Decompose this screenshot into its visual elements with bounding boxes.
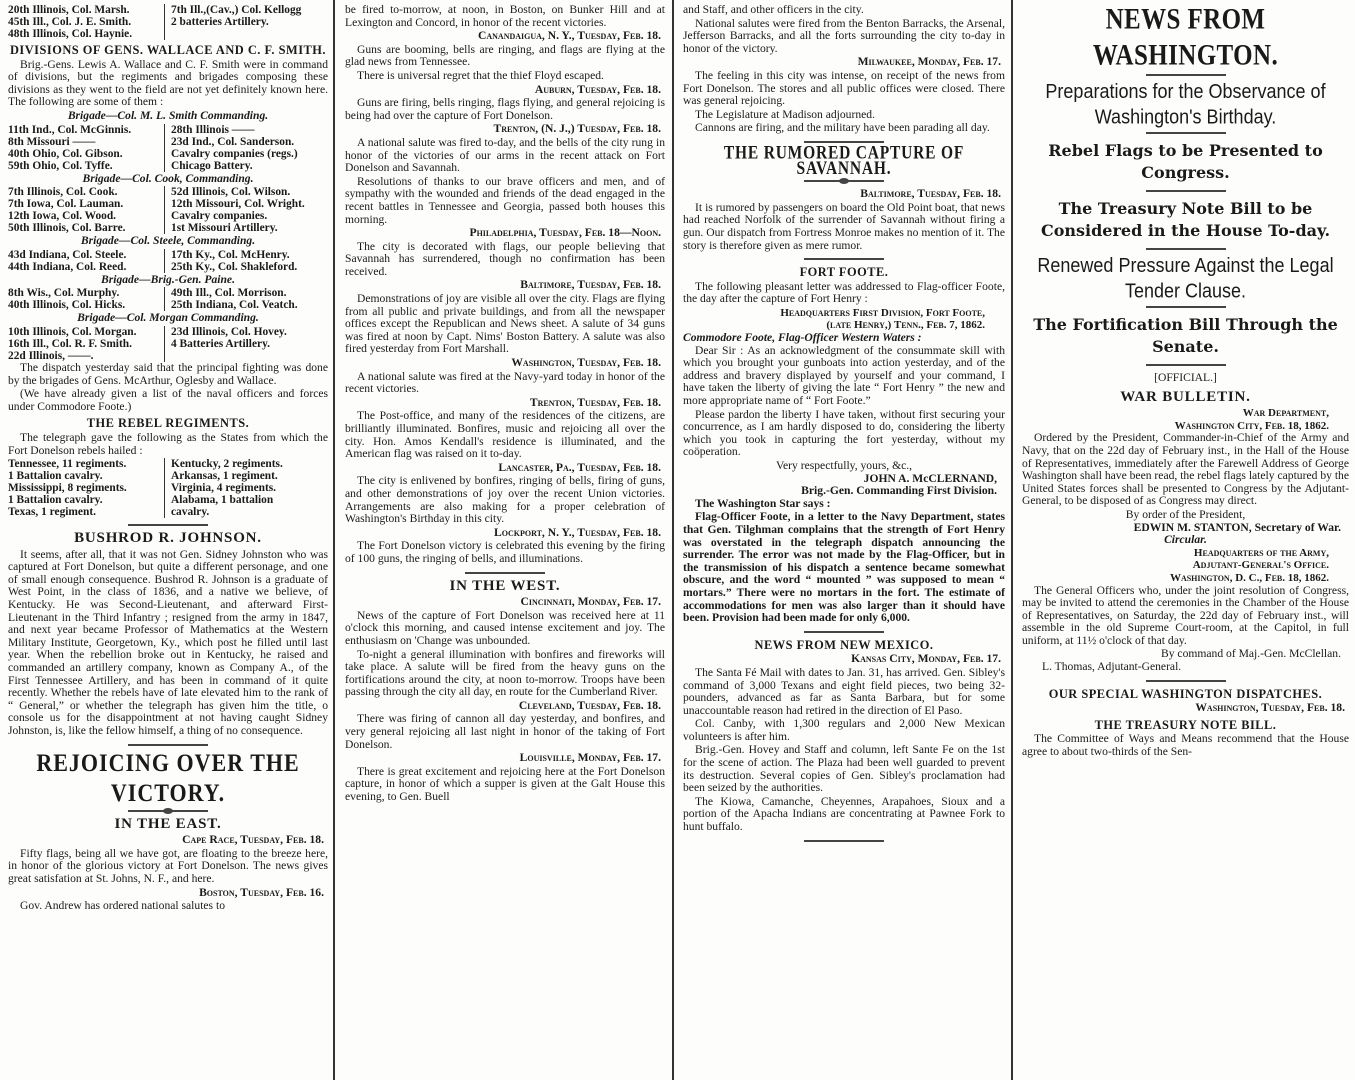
article-headline: FORT FOOTE.: [799, 265, 889, 280]
article-paragraph: The General Officers who, under the joint resolution of Congress, may be invited to attend the ceremonies in the Chamber of the House of Representatives, on Saturday, the 22d day of February inst., will assemble in the old Supreme Court-room, at the Capitol, in full uniform, at 11½ o'clock of that day.: [1022, 583, 1349, 647]
section-heading: WAR BULLETIN.: [1120, 388, 1251, 405]
regiment-list: [8, 326, 328, 362]
circular-command: By command of Maj.-Gen. McClellan.: [1161, 647, 1341, 661]
article-paragraph: The Washington Star says :: [695, 496, 831, 510]
article-paragraph: The telegraph gave the following as the States from which the Fort Donelson rebels hailed :: [8, 430, 328, 457]
regiment-entry: 25th Ky., Col. Shakleford.: [171, 260, 298, 273]
dateline: Boston, Tuesday, Feb. 16.: [199, 885, 324, 899]
regiment-entry: 7th Iowa, Col. Lauman.: [8, 198, 124, 211]
article-paragraph: To-night a general illumination with bonfires and fireworks will take place. A salute will be fired from the heavy guns on the fortifications around the city, at noon to-morrow. Troops have been passing through the city all day, en route for the Cumberland River.: [345, 647, 665, 699]
dateline: Kansas City, Monday, Feb. 17.: [851, 652, 1001, 666]
regiment-entry: 28th Illinois ——: [171, 123, 255, 136]
brigade-heading: Brigade—Col. M. L. Smith Commanding.: [67, 108, 269, 122]
dateline: Milwaukee, Monday, Feb. 17.: [857, 55, 1001, 69]
regiment-entry: 49th Ill., Col. Morrison.: [171, 287, 287, 300]
regiment-entry: 11th Ind., Col. McGinnis.: [8, 123, 132, 136]
article-paragraph: National salutes were fired from the Benton Barracks, the Arsenal, Jefferson Barracks, and all the forts surrounding the city to-day in honor of the victory.: [683, 16, 1005, 55]
article-paragraph: It is rumored by passengers on board the Old Point boat, that news had reached Norfolk of the surrender of Savannah without firing a gun. Our dispatch from Fortress Monroe makes no mention of it. The story is therefore given as mere rumor.: [683, 200, 1005, 252]
article-paragraph: The feeling in this city was intense, on receipt of the news from Fort Donelson. The stores and all public offices were closed. There was general rejoicing.: [683, 68, 1005, 108]
regiment-list-right: [171, 186, 328, 234]
section-heading: THE TREASURY NOTE BILL.: [1094, 717, 1277, 732]
article-paragraph: be fired to-morrow, at noon, in Boston, on Bunker Hill and at Lexington and Concord, in honor of the recent victories.: [345, 3, 665, 29]
column-3: [675, 0, 1011, 1080]
separator-rule: [804, 180, 884, 182]
separator-rule: [128, 744, 208, 746]
article-headline: BUSHROD R. JOHNSON.: [74, 530, 262, 547]
article-paragraph: The following pleasant letter was addressed to Flag-officer Foote, the day after the capture of Fort Henry :: [683, 279, 1005, 306]
dateline: Auburn, Tuesday, Feb. 18.: [534, 82, 661, 96]
regiment-entry: 23d Ind., Col. Sanderson.: [171, 135, 295, 148]
brigade-heading: Brigade—Brig.-Gen. Paine.: [101, 272, 235, 286]
regiment-list: [8, 124, 328, 172]
regiment-list-right: [171, 124, 328, 172]
circular-label: Circular.: [1164, 533, 1207, 547]
dateline: Washington, Tuesday, Feb. 18.: [511, 356, 661, 370]
circular-address: Headquarters of the Army,: [1193, 546, 1329, 559]
article-paragraph: There is universal regret that the thief Floyd escaped.: [357, 68, 604, 82]
article-paragraph: Fifty flags, being all we have got, are floating to the breeze here, in honor of the glorious victory at Fort Donelson. The news gives great satisfation at St. Johns, N. F., and here.: [8, 846, 328, 885]
regiment-entry: 7th Illinois, Col. Cook.: [8, 186, 118, 199]
regiment-entry: 17th Ky., Col. McHenry.: [171, 248, 290, 261]
letter-address: (late Henry,) Tenn., Feb. 7, 1862.: [826, 319, 985, 332]
regiment-entry: 40th Ohio, Col. Gibson.: [8, 147, 123, 160]
article-paragraph: The city is enlivened by bonfires, ringing of bells, firing of guns, and other demonstrations of joy over the recent Union victories. Arrangements are also making for a proper celebration of Washington's Birthday in this city.: [345, 474, 665, 526]
regiment-entry: 2 batteries Artillery.: [171, 16, 269, 28]
article-paragraph: A national salute was fired to-day, and the bells of the city rung in honor of the victories of our arms in the recent attack on Fort Donelson and Savannah.: [345, 135, 665, 175]
dateline: Trenton, (N. J.,) Tuesday, Feb. 18.: [493, 122, 661, 136]
section-heading: IN THE EAST.: [114, 815, 222, 832]
dateline: Lancaster, Pa., Tuesday, Feb. 18.: [498, 460, 661, 474]
dateline: Lockport, N. Y., Tuesday, Feb. 18.: [494, 525, 661, 539]
article-paragraph: It seems, after all, that it was not Gen. Sidney Johnston who was captured at Fort Donelson, but quite a different personage, and one of small enough consequence. Bushrod R. Johnson is a graduate of West Point, in the class of 1836, and a native we believe, of Kentucky. He was Second-Lieutenant, and afterward First-Lieutenant in the Third Infantry ; resigned from the army in 1847, and next year became Professor of Mathematics at the Western Military Institute, Georgetown, Ky., which post he filled until last year. When the rebellion broke out in Kentucky, he raised and commanded an artillery company, known as Company A., of the First Tennessee Artillery, and has been in command of it quite recently. Whether the rebels have of late elevated him to the rank of “ General,” or whether the telegraph has given him the title, o console us for the disappointment at not having caught Sidney Johnston, is, like the fellow himself, a thing of no consequence.: [8, 547, 328, 737]
regiment-list-right: [171, 326, 328, 362]
article-paragraph: Col. Canby, with 1,300 regulars and 2,000 New Mexican volunteers is after him.: [683, 717, 1005, 743]
regiment-entry: 12th Missouri, Col. Wright.: [171, 198, 305, 211]
separator-rule: [804, 631, 884, 633]
regiment-entry: 8th Missouri ——: [8, 135, 96, 148]
article-paragraph: There was firing of cannon all day yesterday, and bonfires, and very general rejoicing all last night in honor of the taking of Fort Donelson.: [345, 712, 665, 751]
article-paragraph: Please pardon the liberty I have taken, without first securing your concurrence, as I am hardly disposed to do, considering the liberty which you took in capturing the fort yesterday, without my coöperation.: [683, 407, 1005, 459]
circular-signer: L. Thomas, Adjutant-General.: [1042, 660, 1182, 674]
article-paragraph: (We have already given a list of the naval officers and forces under Commodore Foote.): [8, 387, 328, 413]
column-rule: [1011, 0, 1013, 1080]
regiment-entry: Virginia, 4 regiments.: [171, 482, 277, 495]
article-paragraph: Brig.-Gen. Hovey and Staff and column, left Sante Fe on the 1st for the scene of action. The Plaza had been well guarded to prevent its destruction. Several copies of Gen. Sibley's proclamation had been seized by the authorities.: [683, 743, 1005, 795]
separator-rule: [1146, 74, 1226, 76]
headline-deck: The Treasury Note Bill to be Considered in the House To-day.: [1040, 199, 1331, 240]
separator-rule: [1146, 306, 1226, 308]
regiment-entry: 23d Illinois, Col. Hovey.: [171, 325, 287, 338]
regiment-entry: 48th Illinois, Col. Haynie.: [8, 28, 133, 40]
regiment-list-left: [8, 458, 165, 518]
regiment-entry: 16th Ill., Col. R. F. Smith.: [8, 337, 132, 350]
article-paragraph: The Legislature at Madison adjourned.: [695, 107, 875, 121]
regiment-list: [8, 186, 328, 234]
regiment-entry: 8th Wis., Col. Murphy.: [8, 287, 120, 300]
headline-deck: Preparations for the Observance of Washington's Birthday.: [1045, 79, 1326, 129]
regiment-entry: 25th Indiana, Col. Veatch.: [171, 299, 298, 312]
section-heading: DIVISIONS OF GENS. WALLACE AND C. F. SMITH.: [9, 43, 327, 57]
regiment-list-left: [8, 326, 165, 362]
article-paragraph: Brig.-Gens. Lewis A. Wallace and C. F. Smith were in command of divisions, but the regiments and brigades composing these divisions as they went to the field are not yet definitely known here. The following are some of them :: [8, 57, 328, 109]
article-paragraph: The city is decorated with flags, our people believing that Savannah has surrendered, though no confirmation has been received.: [345, 239, 665, 278]
regiment-list: [8, 4, 328, 40]
dateline: Cape Race, Tuesday, Feb. 18.: [182, 833, 324, 847]
circular-address: Adjutant-General's Office.: [1192, 559, 1329, 572]
separator-rule: [128, 810, 208, 812]
article-paragraph: Dear Sir : As an acknowledgment of the consummate skill with which you brought your gunboats into action yesterday, and of the address and bravery displayed by yourself and your command, I have taken the liberty of giving the late “ Fort Henry ” the new and more appropriate name of “ Fort Foote.”: [683, 343, 1005, 408]
regiment-entry: Texas, 1 regiment.: [8, 506, 96, 519]
main-headline: NEWS FROM WASHINGTON.: [1092, 3, 1279, 72]
regiment-list-right: [171, 287, 328, 311]
brigade-heading: Brigade—Col. Cook, Commanding.: [82, 171, 254, 185]
separator-rule: [1146, 364, 1226, 366]
dateline: Baltimore, Tuesday, Feb. 18.: [860, 187, 1001, 201]
regiment-entry: Cavalry companies.: [171, 210, 268, 223]
article-paragraph: The Fort Donelson victory is celebrated this evening by the firing of 100 guns, the ringing of bells, and illuminations.: [345, 539, 665, 565]
dateline: Louisville, Monday, Feb. 17.: [519, 751, 661, 765]
article-paragraph: Flag-Officer Foote, in a letter to the Navy Department, states that Gen. Tilghman complains that the strength of Fort Henry was overstated in the telegraph dispatch announcing the surrender. The error was not made by the Flag-Officer, but in the transmission of his dispatch a sentence became somewhat obscure, and the word “ mounted ” was supposed to mean “ mortars.” There were no mortars in the fort. The estimate of accommodations for men was also larger than it should have been. Provision had been made for only 6,000.: [683, 510, 1005, 625]
regiment-list-left: [8, 287, 165, 311]
section-heading: IN THE WEST.: [449, 577, 561, 594]
dateline: Canandaigua, N. Y., Tuesday, Feb. 18.: [478, 29, 661, 43]
article-paragraph: A national salute was fired at the Navy-yard today in honor of the recent victories.: [345, 369, 665, 396]
article-paragraph: The Kiowa, Camanche, Cheyennes, Arapahoes, Sioux and a portion of the Apacha Indians are concentrating at Pawnee Fork to hunt buffalo.: [683, 794, 1005, 834]
letter-address: Headquarters First Division, Fort Foote,: [780, 306, 985, 319]
section-heading: THE REBEL REGIMENTS.: [86, 416, 250, 431]
regiment-list-right: [171, 249, 328, 273]
regiment-entry: 10th Illinois, Col. Morgan.: [8, 325, 137, 338]
bulletin-signer: EDWIN M. STANTON, Secretary of War.: [1133, 520, 1341, 534]
regiment-entry: 22d Illinois, ——.: [8, 349, 94, 362]
article-paragraph: and Staff, and other officers in the city.: [683, 3, 864, 16]
column-2: [337, 0, 671, 1080]
regiment-entry: Cavalry companies (regs.): [171, 147, 298, 160]
bulletin-order: By order of the President,: [1125, 507, 1246, 521]
letter-signer: JOHN A. McCLERNAND,: [863, 471, 997, 485]
letter-salutation: Commodore Foote, Flag-Officer Western Waters :: [683, 331, 922, 345]
regiment-entry: 43d Indiana, Col. Steele.: [8, 248, 127, 261]
regiment-entry: 59th Ohio, Col. Tyffe.: [8, 159, 113, 172]
regiment-entry: 45th Ill., Col. J. E. Smith.: [8, 16, 132, 28]
regiment-entry: Arkansas, 1 regiment.: [171, 470, 278, 483]
regiment-list-left: [8, 124, 165, 172]
article-paragraph: News of the capture of Fort Donelson was received here at 11 o'clock this morning, and caused intense excitement and joy. The enthusiasm on 'Change was unbounded.: [345, 608, 665, 647]
regiment-entry: 44th Indiana, Col. Reed.: [8, 260, 127, 273]
article-headline: REJOICING OVER THE VICTORY.: [36, 747, 300, 807]
regiment-entry: 12th Iowa, Col. Wood.: [8, 210, 117, 223]
headline-deck: Rebel Flags to be Presented to Congress.: [1048, 141, 1323, 182]
article-paragraph: Guns are booming, bells are ringing, and flags are flying at the glad news from Tennessee.: [345, 42, 665, 69]
article-paragraph: Gov. Andrew has ordered national salutes to: [20, 899, 225, 913]
separator-rule: [804, 840, 884, 842]
regiment-entry: Chicago Battery.: [171, 159, 253, 172]
article-headline: OUR SPECIAL WASHINGTON DISPATCHES.: [1048, 686, 1323, 701]
article-paragraph: Resolutions of thanks to our brave officers and men, and of sympathy with the wounded and friends of the dead engaged in the recent battles in Tennessee and Georgia, passed both houses this morning.: [345, 174, 665, 226]
regiment-list-left: [8, 186, 165, 234]
article-paragraph: There is great excitement and rejoicing here at the Fort Donelson capture, in honor of which a supper is given at the Galt House this evening, to Gen. Buell: [345, 764, 665, 804]
article-paragraph: The Committee of Ways and Means recommend that the House agree to about two-thirds of the Sen-: [1022, 732, 1349, 759]
article-paragraph: Cannons are firing, and the military have been parading all day.: [695, 121, 990, 135]
separator-rule: [804, 258, 884, 260]
separator-rule: [1146, 248, 1226, 250]
regiment-list: [8, 287, 328, 311]
article-paragraph: The dispatch yesterday said that the principal fighting was done by the brigades of Gens. McArthur, Oglesby and Wallace.: [8, 360, 328, 387]
article-headline: THE RUMORED CAPTURE OF SAVANNAH.: [723, 142, 965, 179]
headline-deck: The Fortification Bill Through the Senate.: [1033, 315, 1338, 356]
regiment-entry: 50th Illinois, Col. Barre.: [8, 222, 126, 235]
regiment-entry: 20th Illinois, Col. Marsh.: [8, 4, 130, 16]
article-paragraph: Demonstrations of joy are visible all over the city. Flags are flying from all public and private buildings, and from all the newspaper offices except the Republican and News sheet. A salute of 34 guns was fired at noon by Capt. Nims' Boston Battery. A salute was also fired yesterday from Fort Marshall.: [345, 292, 665, 356]
separator-rule: [1146, 190, 1226, 192]
separator-rule: [128, 524, 208, 526]
dateline: Baltimore, Tuesday, Feb. 18.: [520, 278, 661, 292]
regiment-entry: 1 Battalion cavalry.: [8, 470, 103, 483]
regiment-entry: 52d Illinois, Col. Wilson.: [171, 186, 291, 199]
article-paragraph: The Post-office, and many of the residences of the citizens, are brilliantly illuminated. Bonfires, music and rejoicing all over the city. Hon. Amos Kendall's residence is illuminated, and the American flag was raised on it to-day.: [345, 409, 665, 461]
regiment-entry: 40th Illinois, Col. Hicks.: [8, 299, 126, 312]
regiment-entry: Tennessee, 11 regiments.: [8, 458, 127, 471]
regiment-entry: cavalry.: [171, 506, 210, 519]
dateline: Cincinnati, Monday, Feb. 17.: [520, 595, 661, 609]
column-4: [1014, 0, 1355, 1080]
headline-deck: Renewed Pressure Against the Legal Tender Clause.: [1037, 253, 1334, 303]
article-paragraph: The Santa Fé Mail with dates to Jan. 31, has arrived. Gen. Sibley's command of 3,000 Texans and eight field pieces, two being 32-pounders, advanced as far as Santa Barbara, but for some unaccountable reason had retired in the direction of El Paso.: [683, 665, 1005, 717]
regiment-entry: Alabama, 1 battalion: [171, 494, 274, 507]
dateline: Washington, Tuesday, Feb. 18.: [1195, 701, 1345, 715]
regiment-entry: 1 Battalion cavalry.: [8, 494, 103, 507]
separator-rule: [1146, 680, 1226, 682]
article-paragraph: Ordered by the President, Commander-in-Chief of the Army and Navy, that on the 22d day of February inst., in the Hall of the House of Representatives, immediately after the Farewell Address of George Washington shall have been read, the rebel flags lately captured by the United States forces shall be presented to Congress by the Adjutant-General, to be disposed of as Congress may direct.: [1022, 431, 1349, 508]
bulletin-address: War Department,: [1242, 407, 1329, 420]
letter-signer-title: Brig.-Gen. Commanding First Division.: [801, 484, 997, 498]
regiment-list-right: [171, 458, 328, 518]
regiment-entry: 1st Missouri Artillery.: [171, 222, 278, 235]
circular-address: Washington, D. C., Feb. 18, 1862.: [1169, 571, 1329, 584]
regiment-entry: 4 Batteries Artillery.: [171, 337, 270, 350]
letter-closing: Very respectfully, yours, &c.,: [775, 459, 913, 472]
dateline: Trenton, Tuesday, Feb. 18.: [529, 395, 661, 409]
regiment-list-left: [8, 4, 165, 40]
brigade-heading: Brigade—Col. Steele, Commanding.: [80, 234, 256, 248]
bulletin-address: Washington City, Feb. 18, 1862.: [1174, 419, 1329, 432]
brigade-heading: Brigade—Col. Morgan Commanding.: [77, 311, 259, 325]
separator-rule: [465, 572, 545, 574]
regiment-list: [8, 458, 328, 518]
article-paragraph: Guns are firing, bells ringing, flags flying, and general rejoicing is being had over the capture of Fort Donelson.: [345, 96, 665, 122]
dateline: Cleveland, Tuesday, Feb. 18.: [518, 698, 661, 712]
regiment-entry: Mississippi, 8 regiments.: [8, 482, 127, 495]
official-label: [OFFICIAL.]: [1154, 371, 1217, 384]
regiment-entry: 7th Ill.,(Cav.,) Col. Kellogg: [171, 4, 302, 16]
regiment-list-left: [8, 249, 165, 273]
dateline: Philadelphia, Tuesday, Feb. 18—Noon.: [469, 226, 661, 240]
article-headline: NEWS FROM NEW MEXICO.: [754, 637, 934, 652]
regiment-list: [8, 249, 328, 273]
column-1: [0, 0, 334, 1080]
column-rule: [672, 0, 674, 1080]
regiment-list-right: [171, 4, 328, 40]
separator-rule: [1146, 132, 1226, 134]
regiment-entry: Kentucky, 2 regiments.: [171, 458, 283, 471]
